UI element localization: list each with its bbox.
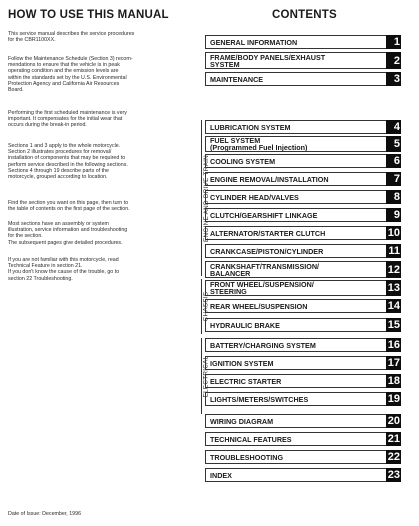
toc-item[interactable] <box>205 120 401 134</box>
section-number-tab: 13 <box>387 282 400 294</box>
section-number-tab: 8 <box>386 190 401 204</box>
toc-item[interactable] <box>205 338 401 352</box>
section-number-tab: 23 <box>387 469 400 481</box>
toc-item[interactable] <box>205 392 401 406</box>
find-section-paragraph: Find the section you want on this page, then turn to the table of contents on the first page of the section. <box>8 200 130 213</box>
section-number-tab: 2 <box>386 52 401 69</box>
toc-item-label: COOLING SYSTEM <box>205 154 386 168</box>
toc-item[interactable] <box>205 299 401 313</box>
toc-item[interactable] <box>205 35 401 49</box>
toc-item[interactable] <box>205 226 401 240</box>
toc-item-label: ELECTRIC STARTER <box>205 374 386 388</box>
toc-item-label: FRONT WHEEL/SUSPENSION/ STEERING <box>205 280 386 296</box>
toc-item[interactable] <box>205 72 401 86</box>
toc-item-label: ALTERNATOR/STARTER CLUTCH <box>205 226 386 240</box>
toc-item[interactable] <box>205 244 401 258</box>
section-number-tab: 9 <box>386 208 401 222</box>
assembly-paragraph: Most sections have an assembly or system illustration, service information and troubleshooting for the section. The subsequent pages give detailed procedures. <box>8 221 128 246</box>
how-to-use-title: HOW TO USE THIS MANUAL <box>8 9 169 21</box>
toc-item-label: INDEX <box>205 468 386 482</box>
date-of-issue: Date of Issue: December, 1996 <box>8 511 82 517</box>
toc-item[interactable] <box>205 136 401 152</box>
toc-item-label: CYLINDER HEAD/VALVES <box>205 190 386 204</box>
section-number-tab: 4 <box>386 120 401 134</box>
section-number-tab: 22 <box>387 451 400 463</box>
toc-item-label: IGNITION SYSTEM <box>205 356 386 370</box>
toc-item-label: TECHNICAL FEATURES <box>205 432 386 446</box>
toc-item-label: GENERAL INFORMATION <box>205 35 386 49</box>
section-number-tab: 11 <box>386 244 401 258</box>
section-number-tab: 3 <box>386 72 401 86</box>
section-number-tab: 5 <box>386 136 401 152</box>
section-number-tab: 6 <box>386 154 401 168</box>
toc-item[interactable] <box>205 414 401 428</box>
toc-item-label: BATTERY/CHARGING SYSTEM <box>205 338 386 352</box>
toc-item[interactable] <box>205 374 401 388</box>
toc-item[interactable] <box>205 154 401 168</box>
toc-item-label: TROUBLESHOOTING <box>205 450 386 464</box>
toc-item[interactable] <box>205 468 401 482</box>
group-label: ENGINE AND DRIVE TRAIN <box>202 154 210 242</box>
toc-item-label: LUBRICATION SYSTEM <box>205 120 386 134</box>
toc-item-label: ENGINE REMOVAL/INSTALLATION <box>205 172 386 186</box>
toc-item[interactable] <box>205 280 401 296</box>
toc-item-label: MAINTENANCE <box>205 72 386 86</box>
toc-item[interactable] <box>205 356 401 370</box>
group-label: CHASSIS <box>202 291 210 322</box>
toc-item[interactable] <box>205 52 401 69</box>
toc-item[interactable] <box>205 190 401 204</box>
toc-item-label: FUEL SYSTEM (Programmed Fuel Injection) <box>205 136 386 152</box>
toc-item[interactable] <box>205 432 401 446</box>
toc-item-label: FRAME/BODY PANELS/EXHAUST SYSTEM <box>205 52 386 69</box>
toc-item[interactable] <box>205 208 401 222</box>
toc-item-label: HYDRAULIC BRAKE <box>205 318 386 332</box>
section-number-tab: 15 <box>387 319 400 331</box>
maintenance-paragraph: Follow the Maintenance Schedule (Section 3) recom- mendations to ensure that the vehicle is in peak operating condition and the emission levels are within the standards set by the U.S. Environmental Protection Agency and California Air Resources Board. <box>8 56 133 94</box>
section-number-tab: 12 <box>386 261 401 278</box>
intro-paragraph: This service manual describes the service procedures for the CBR1100XX. <box>8 31 135 44</box>
toc-item[interactable] <box>205 318 401 332</box>
first-maintenance-paragraph: Performing the first scheduled maintenance is very important. It compensates for the initial wear that occurs during the break-in period. <box>8 110 127 129</box>
section-number-tab: 19 <box>387 393 400 405</box>
toc-item-label: CRANKSHAFT/TRANSMISSION/ BALANCER <box>205 261 386 278</box>
toc-item-label: LIGHTS/METERS/SWITCHES <box>205 392 386 406</box>
section-number-tab: 21 <box>387 433 400 445</box>
section-number-tab: 20 <box>387 415 400 427</box>
toc-item-label: CRANKCASE/PISTON/CYLINDER <box>205 244 386 258</box>
section-number-tab: 14 <box>387 300 400 312</box>
toc-item[interactable] <box>205 261 401 278</box>
group-label: ELECTRICAL <box>202 355 210 397</box>
section-number-tab: 7 <box>386 172 401 186</box>
contents-title: CONTENTS <box>272 9 337 21</box>
section-number-tab: 10 <box>387 227 400 239</box>
toc-item-label: REAR WHEEL/SUSPENSION <box>205 299 386 313</box>
toc-item-label: WIRING DIAGRAM <box>205 414 386 428</box>
section-number-tab: 16 <box>387 339 400 351</box>
toc-item[interactable] <box>205 172 401 186</box>
sections-paragraph: Sections 1 and 3 apply to the whole motorcycle. Section 2 illustrates procedures for removal/ installation of components that may be required to perform service described in the following sections. Sections 4 through 19 describe parts of the motorcycle, grouped according to location. <box>8 143 128 181</box>
section-number-tab: 18 <box>387 375 400 387</box>
unfamiliar-paragraph: If you are not familiar with this motorcycle, read Technical Feature in section 21. If you don't know the cause of the trouble, go to section 22 Troubleshooting. <box>8 257 120 282</box>
toc-item[interactable] <box>205 450 401 464</box>
section-number-tab: 1 <box>386 35 401 49</box>
toc-item-label: CLUTCH/GEARSHIFT LINKAGE <box>205 208 386 222</box>
section-number-tab: 17 <box>387 357 400 369</box>
